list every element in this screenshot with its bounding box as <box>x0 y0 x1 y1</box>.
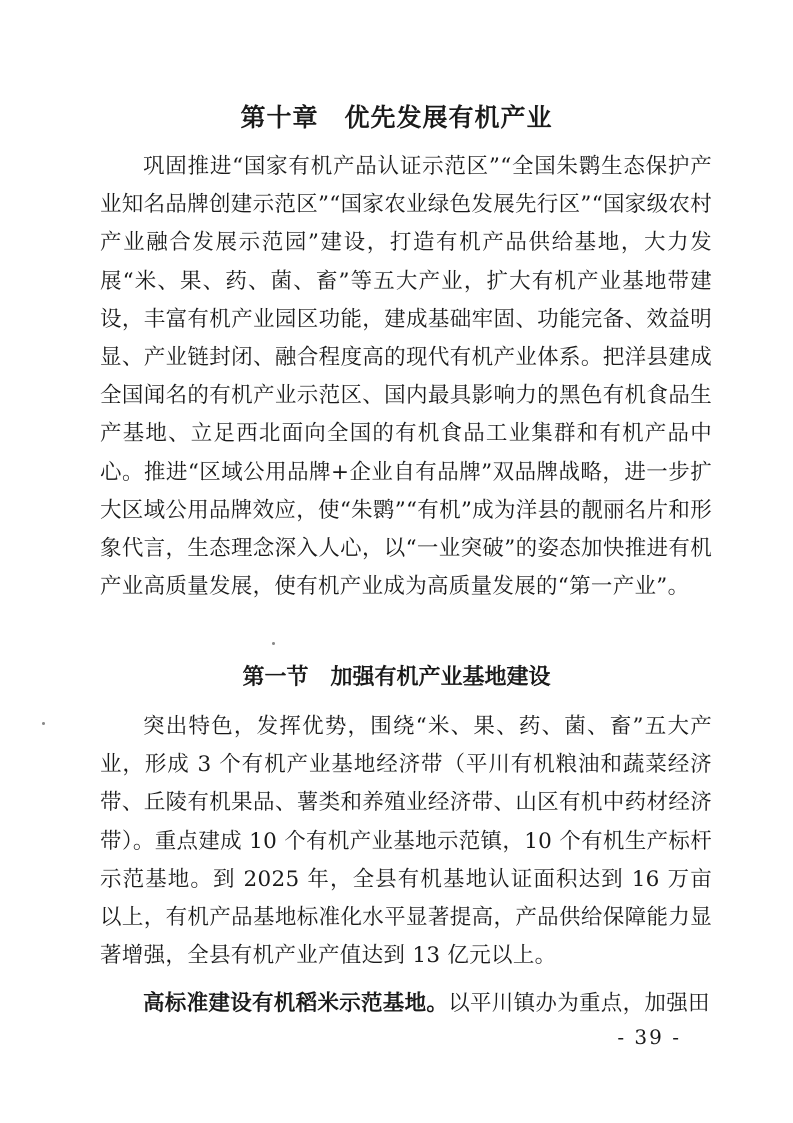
intro-paragraph: 巩固推进“国家有机产品认证示范区”“全国朱鹮生态保护产业知名品牌创建示范区”“国家农业绿色发展先行区”“国家级农村产业融合发展示范园”建设，打造有机产品供给基地，大力发展“米、果、药、菌、畜”等五大产业，扩大有机产业基地带建设，丰富有机产业园区功能，建成基础牢固、功能完备、效益明显、产业链封闭、融合程度高的现代有机产业体系。把洋县建成全国闻名的有机产业示范区、国内最具影响力的黑色有机食品生产基地、立足西北面向全国的有机食品工业集群和有机产品中心。推进“区域公用品牌+企业自有品牌”双品牌战略，进一步扩大区域公用品牌效应，使“朱鹮”“有机”成为洋县的靓丽名片和形象代言，生态理念深入人心，以“一业突破”的姿态加快推进有机产业高质量发展，使有机产业成为高质量发展的“第一产业”。 <box>100 154 712 600</box>
subpoint-paragraph <box>100 985 712 1023</box>
section-paragraph: 突出特色，发挥优势，围绕“米、果、药、菌、畜”五大产业，形成 3 个有机产业基地经济带（平川有机粮油和蔬菜经济带、丘陵有机果品、薯类和养殖业经济带、山区有机中药材经济带）。重点建成 10 个有机产业基地示范镇，10 个有机生产标杆示范基地。到 2025 年，全县有机基地认证面积达到 16 万亩以上，有机产品基地标准化水平显著提高，产品供给保障能力显著增强，全县有机产业产值达到 13 亿元以上。 <box>100 714 712 969</box>
scan-speck <box>42 722 45 725</box>
scan-speck <box>272 642 275 645</box>
subpoint-text: 以平川镇办为重点，加强田 <box>448 991 710 1016</box>
page-number: - 39 - <box>617 1025 681 1049</box>
subpoint-lead: 高标准建设有机稻米示范基地。 <box>143 991 449 1016</box>
section-title: 第一节 加强有机产业基地建设 <box>242 665 551 690</box>
chapter-title: 第十章 优先发展有机产业 <box>240 103 553 132</box>
